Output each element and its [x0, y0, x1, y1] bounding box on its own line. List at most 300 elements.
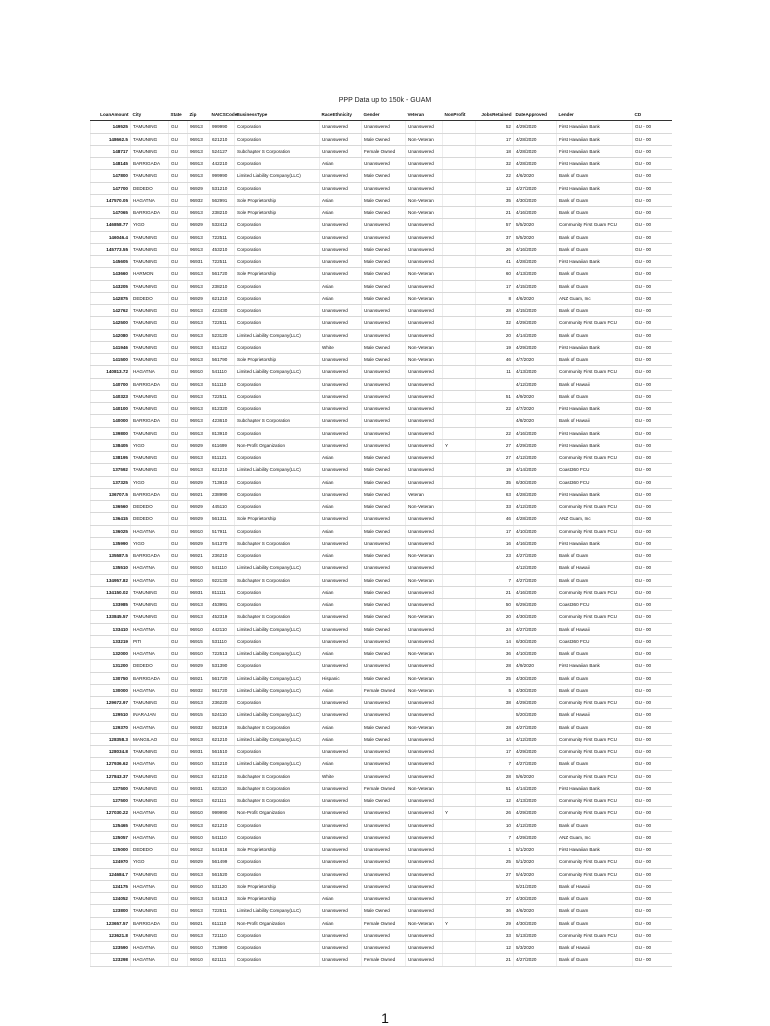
table-cell: Unanswered [320, 427, 362, 439]
table-cell: TAMUNING [131, 905, 169, 917]
table-cell: TAMUNING [131, 795, 169, 807]
table-cell: 722511 [210, 905, 235, 917]
table-cell [443, 893, 476, 905]
table-cell: GU - 00 [633, 905, 672, 917]
table-cell: 96913 [188, 452, 210, 464]
table-cell: 621111 [210, 795, 235, 807]
table-row [91, 770, 672, 782]
table-row [91, 550, 672, 562]
table-cell: Sole Proprietorship [235, 194, 320, 206]
table-cell: Unanswered [320, 268, 362, 280]
table-cell: Subchapter S Corporation [235, 574, 320, 586]
table-cell: Unanswered [320, 819, 362, 831]
table-cell: Asian [320, 721, 362, 733]
table-row [91, 354, 672, 366]
table-cell: Corporation [235, 231, 320, 243]
table-cell: Unanswered [320, 611, 362, 623]
table-cell: Coast360 FCU [557, 464, 633, 476]
table-cell [443, 354, 476, 366]
table-cell: Male Owned [362, 488, 406, 500]
table-cell: Bank of Guam [557, 207, 633, 219]
table-cell: 14 [476, 733, 514, 745]
table-cell: First Hawaiian Bank [557, 537, 633, 549]
table-cell: Unanswered [320, 795, 362, 807]
table-cell: Unanswered [320, 709, 362, 721]
table-cell: 141500 [91, 354, 131, 366]
table-cell [443, 635, 476, 647]
table-cell: GU [169, 672, 188, 684]
table-cell: Community First Guam FCU [557, 868, 633, 880]
table-cell: 423610 [210, 415, 235, 427]
table-cell: First Hawaiian Bank [557, 439, 633, 451]
table-row [91, 574, 672, 586]
table-cell: Unanswered [320, 464, 362, 476]
table-cell: GU - 00 [633, 942, 672, 954]
table-cell: 96913 [188, 403, 210, 415]
table-cell: GU [169, 501, 188, 513]
table-cell: 133845.57 [91, 611, 131, 623]
table-cell [443, 452, 476, 464]
table-cell: TAMUNING [131, 170, 169, 182]
table-cell [443, 378, 476, 390]
table-cell: 136560 [91, 501, 131, 513]
table-cell: Unanswered [320, 378, 362, 390]
table-cell [443, 207, 476, 219]
table-cell [443, 648, 476, 660]
table-cell: GU [169, 280, 188, 292]
table-cell: Bank of Guam [557, 231, 633, 243]
table-cell: 611110 [210, 917, 235, 929]
table-row [91, 856, 672, 868]
table-cell: 621210 [210, 770, 235, 782]
table-cell: 96913 [188, 268, 210, 280]
table-cell: Community First Guam FCU [557, 746, 633, 758]
table-cell: 26 [476, 243, 514, 255]
table-cell: 96929 [188, 219, 210, 231]
table-cell: 127500 [91, 782, 131, 794]
table-cell: Veteran [406, 488, 443, 500]
table-cell: 621210 [210, 292, 235, 304]
table-cell: GU - 00 [633, 782, 672, 794]
table-cell: 4/12/2020 [514, 378, 557, 390]
table-cell: 4/16/2020 [514, 207, 557, 219]
table-cell: Limited Liability Company(LLC) [235, 648, 320, 660]
table-cell: Unanswered [362, 513, 406, 525]
table-cell [443, 292, 476, 304]
table-cell: 125465 [91, 819, 131, 831]
table-cell: 96913 [188, 354, 210, 366]
table-cell: Corporation [235, 121, 320, 133]
table-cell: GU - 00 [633, 672, 672, 684]
table-cell: 6/29/2020 [514, 599, 557, 611]
table-cell: Unanswered [362, 635, 406, 647]
table-cell: Male Owned [362, 476, 406, 488]
table-cell [443, 329, 476, 341]
table-cell: Unanswered [320, 868, 362, 880]
table-row [91, 390, 672, 402]
table-cell: 137592 [91, 464, 131, 476]
table-cell [443, 317, 476, 329]
table-cell: 145773.55 [91, 243, 131, 255]
table-cell: GU [169, 733, 188, 745]
table-cell [443, 256, 476, 268]
table-cell: 5/1/2020 [514, 856, 557, 868]
page-number: 1 [381, 1010, 389, 1026]
table-cell [443, 672, 476, 684]
table-cell: 4/27/2020 [514, 550, 557, 562]
table-cell: Unanswered [362, 929, 406, 941]
table-cell: Bank of Hawaii [557, 942, 633, 954]
table-cell: 146046.4 [91, 231, 131, 243]
table-cell: 4/14/2020 [514, 782, 557, 794]
table-cell: 96913 [188, 317, 210, 329]
table-cell: Bank of Guam [557, 758, 633, 770]
table-cell: Coast360 FCU [557, 476, 633, 488]
table-cell: 147700 [91, 182, 131, 194]
table-cell: TAMUNING [131, 599, 169, 611]
table-cell [443, 733, 476, 745]
table-cell: 142080 [91, 329, 131, 341]
table-cell: 524127 [210, 145, 235, 157]
table-cell: Asian [320, 550, 362, 562]
table-cell: 96931 [188, 746, 210, 758]
table-cell: Bank of Guam [557, 954, 633, 966]
loan-table [90, 109, 672, 967]
table-cell: GU [169, 954, 188, 966]
table-cell: Unanswered [362, 746, 406, 758]
table-cell: BARRIGADA [131, 378, 169, 390]
table-cell: 46 [476, 354, 514, 366]
table-cell: 27 [476, 452, 514, 464]
table-cell: GU - 00 [633, 917, 672, 929]
table-row [91, 758, 672, 770]
table-cell: Non-Veteran [406, 194, 443, 206]
table-cell: 96910 [188, 562, 210, 574]
table-cell: 123298 [91, 954, 131, 966]
table-cell: Unanswered [362, 427, 406, 439]
table-cell: 32 [476, 158, 514, 170]
table-cell: HAGATNA [131, 562, 169, 574]
table-row [91, 121, 672, 133]
table-cell: GU - 00 [633, 537, 672, 549]
table-cell: 541110 [210, 562, 235, 574]
table-row [91, 194, 672, 206]
table-row [91, 684, 672, 696]
table-cell: GU [169, 893, 188, 905]
table-row [91, 329, 672, 341]
table-cell: 96929 [188, 501, 210, 513]
table-cell: GU [169, 378, 188, 390]
table-cell: Unanswered [362, 537, 406, 549]
table-row [91, 893, 672, 905]
table-cell: 5/1/2020 [514, 844, 557, 856]
table-row [91, 317, 672, 329]
table-cell: 4/29/2020 [514, 317, 557, 329]
table-cell: GU [169, 231, 188, 243]
table-row [91, 709, 672, 721]
table-cell: 142762 [91, 305, 131, 317]
table-cell: 96910 [188, 574, 210, 586]
table-cell: Unanswered [362, 158, 406, 170]
table-cell: Unanswered [406, 280, 443, 292]
table-cell: GU [169, 464, 188, 476]
table-cell: GU [169, 844, 188, 856]
table-cell: BARRIGADA [131, 488, 169, 500]
table-row [91, 427, 672, 439]
table-cell: 4/30/2020 [514, 611, 557, 623]
table-cell: GU - 00 [633, 758, 672, 770]
table-cell: Non-Veteran [406, 133, 443, 145]
table-cell: Unanswered [362, 439, 406, 451]
table-cell: Unanswered [406, 844, 443, 856]
table-cell: Unanswered [320, 256, 362, 268]
table-cell [443, 464, 476, 476]
table-cell: First Hawaiian Bank [557, 145, 633, 157]
table-cell: 96913 [188, 390, 210, 402]
table-cell: 999990 [210, 807, 235, 819]
table-cell: Unanswered [362, 219, 406, 231]
table-cell: 4/12/2020 [514, 562, 557, 574]
table-cell [443, 819, 476, 831]
table-cell: Bank of Guam [557, 390, 633, 402]
column-header: CD [633, 109, 672, 121]
table-cell: Unanswered [406, 770, 443, 782]
table-cell: Corporation [235, 929, 320, 941]
table-cell: 453210 [210, 243, 235, 255]
table-cell: GU [169, 721, 188, 733]
table-cell: Unanswered [320, 537, 362, 549]
table-cell: Corporation [235, 635, 320, 647]
table-cell: 96913 [188, 207, 210, 219]
table-cell: Unanswered [320, 403, 362, 415]
table-cell: GU [169, 537, 188, 549]
table-cell [443, 868, 476, 880]
table-cell: 4/29/2020 [514, 697, 557, 709]
table-cell: 4/30/2020 [514, 194, 557, 206]
table-cell [443, 280, 476, 292]
table-cell: 4/14/2020 [514, 329, 557, 341]
table-cell: Unanswered [362, 819, 406, 831]
table-cell: DEDEDO [131, 844, 169, 856]
table-cell: Corporation [235, 819, 320, 831]
table-cell: Community First Guam FCU [557, 501, 633, 513]
table-row [91, 513, 672, 525]
table-cell: TAMUNING [131, 354, 169, 366]
table-cell: Bank of Hawaii [557, 709, 633, 721]
table-cell: 4/16/2020 [514, 243, 557, 255]
table-cell: GU [169, 795, 188, 807]
table-cell: GU [169, 586, 188, 598]
table-cell: Corporation [235, 501, 320, 513]
table-row [91, 366, 672, 378]
table-cell: TAMUNING [131, 121, 169, 133]
table-cell: 722511 [210, 231, 235, 243]
table-cell: 4/10/2020 [514, 525, 557, 537]
table-cell: 142875 [91, 292, 131, 304]
table-cell: 238210 [210, 280, 235, 292]
table-row [91, 243, 672, 255]
table-row [91, 292, 672, 304]
table-cell: Male Owned [362, 170, 406, 182]
table-cell: Limited Liability Company(LLC) [235, 464, 320, 476]
table-cell: Unanswered [406, 623, 443, 635]
table-cell: GU - 00 [633, 390, 672, 402]
table-cell: Male Owned [362, 733, 406, 745]
table-cell: Unanswered [406, 586, 443, 598]
table-cell: GU - 00 [633, 880, 672, 892]
table-cell: 4/16/2020 [514, 586, 557, 598]
table-cell: 96932 [188, 194, 210, 206]
table-cell: 4/30/2020 [514, 684, 557, 696]
table-cell: GU [169, 880, 188, 892]
table-cell: 96913 [188, 341, 210, 353]
table-cell: MANGILAO [131, 733, 169, 745]
table-cell: 531110 [210, 635, 235, 647]
table-cell: Bank of Guam [557, 268, 633, 280]
table-cell: Unanswered [406, 439, 443, 451]
table-cell: Male Owned [362, 501, 406, 513]
table-cell: Male Owned [362, 256, 406, 268]
table-cell: Unanswered [406, 905, 443, 917]
table-cell: Corporation [235, 550, 320, 562]
table-cell: 16 [476, 537, 514, 549]
table-cell [476, 562, 514, 574]
table-row [91, 378, 672, 390]
table-cell: 20 [476, 329, 514, 341]
table-cell: Unanswered [362, 562, 406, 574]
table-cell: Unanswered [406, 831, 443, 843]
table-cell [443, 501, 476, 513]
table-cell: 27 [476, 893, 514, 905]
table-cell: GU - 00 [633, 635, 672, 647]
table-cell: BARRIGADA [131, 550, 169, 562]
table-cell: 4/9/2020 [514, 390, 557, 402]
table-cell: Community First Guam FCU [557, 807, 633, 819]
table-header-row [91, 109, 672, 121]
table-cell: GU - 00 [633, 550, 672, 562]
table-cell: Asian [320, 452, 362, 464]
table-cell: 5/3/2020 [514, 942, 557, 954]
table-cell: GU - 00 [633, 182, 672, 194]
table-cell: 562219 [210, 721, 235, 733]
table-cell: GU [169, 476, 188, 488]
table-cell: Unanswered [406, 733, 443, 745]
table-cell: 136707.5 [91, 488, 131, 500]
table-cell: 96913 [188, 599, 210, 611]
table-cell: 4/29/2020 [514, 341, 557, 353]
table-cell: Unanswered [406, 807, 443, 819]
table-cell: GU [169, 758, 188, 770]
table-cell: HARMON [131, 268, 169, 280]
table-cell: Unanswered [320, 929, 362, 941]
table-cell [443, 427, 476, 439]
table-cell [443, 476, 476, 488]
table-cell: GU [169, 599, 188, 611]
table-cell: 124052 [91, 893, 131, 905]
table-cell: 4/13/2020 [514, 268, 557, 280]
table-cell: HAGATNA [131, 366, 169, 378]
table-cell: 51 [476, 390, 514, 402]
column-header: NAICSCode [210, 109, 235, 121]
table-row [91, 942, 672, 954]
table-cell: Community First Guam FCU [557, 733, 633, 745]
table-cell: 127030.22 [91, 807, 131, 819]
table-cell: 140323 [91, 390, 131, 402]
table-cell: Asian [320, 476, 362, 488]
table-cell: Unanswered [320, 660, 362, 672]
table-cell: Non-Veteran [406, 354, 443, 366]
table-cell: TAMUNING [131, 341, 169, 353]
table-cell: 561720 [210, 672, 235, 684]
table-cell: Unanswered [362, 121, 406, 133]
table-cell: 5/13/2020 [514, 929, 557, 941]
table-cell: GU - 00 [633, 660, 672, 672]
table-cell: 96910 [188, 623, 210, 635]
column-header: Lender [557, 109, 633, 121]
table-cell: GU - 00 [633, 170, 672, 182]
table-cell: 1 [476, 844, 514, 856]
table-cell: Non-Veteran [406, 684, 443, 696]
table-cell: 140700 [91, 378, 131, 390]
table-cell [443, 121, 476, 133]
table-cell: GU - 00 [633, 452, 672, 464]
table-cell [443, 880, 476, 892]
table-cell: 4/27/2020 [514, 623, 557, 635]
table-cell: BARRIGADA [131, 207, 169, 219]
table-cell: GU [169, 243, 188, 255]
table-cell: 4/7/2020 [514, 354, 557, 366]
table-cell: Unanswered [406, 929, 443, 941]
table-row [91, 880, 672, 892]
table-cell [443, 831, 476, 843]
table-cell: 811111 [210, 586, 235, 598]
table-cell: 148145 [91, 158, 131, 170]
table-cell: 4/9/2020 [514, 660, 557, 672]
table-row [91, 341, 672, 353]
table-cell: White [320, 341, 362, 353]
table-cell: GU - 00 [633, 476, 672, 488]
table-cell: Asian [320, 207, 362, 219]
table-cell: Bank of Hawaii [557, 415, 633, 427]
table-cell [443, 170, 476, 182]
table-cell: 96913 [188, 929, 210, 941]
table-cell: Non-Veteran [406, 672, 443, 684]
table-cell: DEDEDO [131, 513, 169, 525]
table-cell: First Hawaiian Bank [557, 182, 633, 194]
table-cell: 27 [476, 868, 514, 880]
table-cell: First Hawaiian Bank [557, 660, 633, 672]
table-cell: 4/28/2020 [514, 256, 557, 268]
table-cell: 96913 [188, 145, 210, 157]
table-cell: 96921 [188, 672, 210, 684]
table-cell: Unanswered [406, 537, 443, 549]
table-cell: Non-Veteran [406, 268, 443, 280]
table-cell: Corporation [235, 182, 320, 194]
table-cell: Unanswered [362, 893, 406, 905]
table-cell: 96913 [188, 868, 210, 880]
table-cell: 123590 [91, 942, 131, 954]
table-cell: 125000 [91, 844, 131, 856]
table-cell: Non-Profit Organization [235, 439, 320, 451]
table-cell: 96921 [188, 550, 210, 562]
table-cell: Unanswered [362, 231, 406, 243]
column-header: Veteran [406, 109, 443, 121]
table-cell: Corporation [235, 856, 320, 868]
table-cell: Unanswered [406, 758, 443, 770]
table-cell: 4/27/2020 [514, 758, 557, 770]
table-cell [443, 243, 476, 255]
table-row [91, 525, 672, 537]
